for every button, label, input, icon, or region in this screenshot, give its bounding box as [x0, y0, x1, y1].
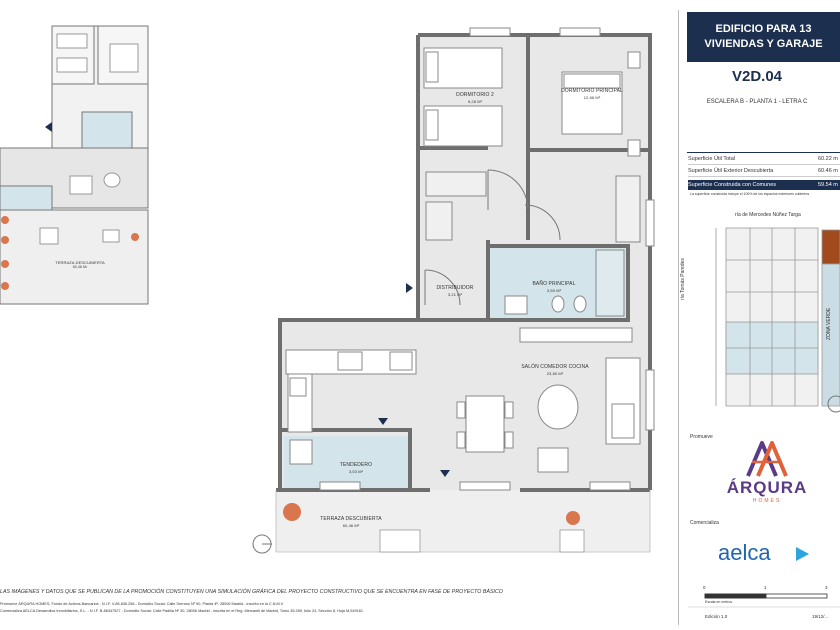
room-name: SALÓN COMEDOR COCINA — [521, 364, 589, 370]
surface-row-exterior — [688, 166, 840, 177]
marketer-heading: Comercializa — [690, 520, 719, 526]
site-zone-right: ZONA VERDE — [826, 307, 832, 340]
surface-label: Superficie Construida con Comunes — [688, 182, 777, 188]
room-area: 23,60 M² — [546, 370, 564, 376]
project-title-box — [687, 12, 840, 62]
project-title-line2: VIVIENDAS Y GARAJE — [704, 38, 823, 50]
room-area: 60,46 M² — [342, 522, 360, 528]
footer-legal-2: Comercializa AELCA Desarrollos Inmobiliarios, S.L. - N.I.F. B-86347527 - Domicilio Social: Calle Padilla Nº 30, 28006 Madrid - inscrita en el Reg. Mercantil de Madrid, Tomo 35.289, folio 24, Sección 8, Hoja M-549161 — [0, 609, 364, 613]
surface-value: 59.54 m — [818, 182, 838, 188]
aelca-logo-text: aelca — [718, 540, 771, 565]
surface-value: 60.46 m — [818, 168, 838, 174]
room-name: BAÑO PRINCIPAL — [532, 281, 576, 287]
surface-row-util-total — [688, 154, 840, 165]
project-title-line1: EDIFICIO PARA 13 — [715, 23, 812, 35]
unit-code: V2D.04 — [731, 68, 783, 85]
room-name: DORMITORIO 2 — [456, 92, 494, 98]
footer-legal-1: Promueve ÁRQURA HOMES, Fondo de Activos Bancarios - N.I.F. V-86.836.256 - Domicilio Social: Calle Serrano Nº 90, Planta 4ª, 28006 Madrid - inscrita en la C.N.M.V — [0, 602, 284, 606]
promoter-heading: Promueve — [690, 434, 713, 440]
arqura-logo-text: ÁRQURA — [726, 478, 808, 497]
room-name: TERRAZA DESCUBIERTA — [55, 260, 105, 265]
room-area: 9,28 M² — [467, 98, 483, 104]
surfaces-note: La superficie construida incluye el 100% de los espacios exteriores cubiertos — [690, 192, 810, 196]
key-plan-terraza-label — [40, 260, 120, 270]
scale-tick-3: 3 — [825, 585, 828, 590]
site-street-top: ría de Mercedes Núñez Targa — [735, 212, 801, 218]
arqura-logo-sub: HOMES — [752, 498, 782, 504]
divider — [687, 152, 840, 153]
room-dorm-principal-label — [556, 88, 628, 100]
site-street-left: ría Tomás Paredes — [680, 258, 686, 300]
room-area: 3,21 M² — [447, 291, 463, 297]
edition-label: Edición 1.0 — [705, 614, 728, 619]
room-salon-label — [515, 364, 595, 376]
room-area: 60,46 M² — [72, 265, 88, 270]
scale-tick-0: 0 — [703, 585, 706, 590]
room-area: 12,66 M² — [583, 94, 601, 100]
scale-unit-label: Escala en metros — [705, 600, 733, 604]
footer-disclaimer: LAS IMÁGENES Y DATOS QUE SE PUBLICAN DE LA PROMOCIÓN CONSTITUYEN UNA SIMULACIÓN GRÁFICA DEL PROYECTO CONSTRUCTIVO QUE SE ENCUENTRA EN FASE DE PROYECTO BÁSICO — [0, 589, 503, 595]
room-terraza-label — [306, 516, 396, 528]
room-distribuidor-label — [430, 285, 480, 297]
surface-label: Superficie Útil Exterior Descubierta — [688, 168, 774, 174]
edition-code: 19/12/... — [812, 614, 829, 619]
room-dorm2-label — [445, 92, 505, 104]
unit-location: ESCALERA B - PLANTA 1 - LETRA C — [706, 99, 808, 105]
surface-label: Superficie Útil Total — [688, 156, 735, 162]
surface-row-construida — [688, 180, 840, 190]
room-tendedero-label — [326, 462, 386, 474]
room-area: 3,50 M² — [546, 287, 562, 293]
north-arrow — [253, 535, 272, 553]
room-area: 3,53 M² — [348, 468, 364, 474]
surface-value: 60.22 m — [818, 156, 838, 162]
room-name: DORMITORIO PRINCIPAL — [561, 88, 623, 94]
key-plan-entry-marker — [45, 122, 52, 132]
room-name: DISTRIBUIDOR — [436, 285, 474, 291]
room-bano-label — [524, 281, 584, 293]
room-name: TERRAZA DESCUBIERTA — [320, 516, 382, 522]
scale-tick-1: 1 — [764, 585, 767, 590]
room-name: TENDEDERO — [339, 462, 373, 468]
